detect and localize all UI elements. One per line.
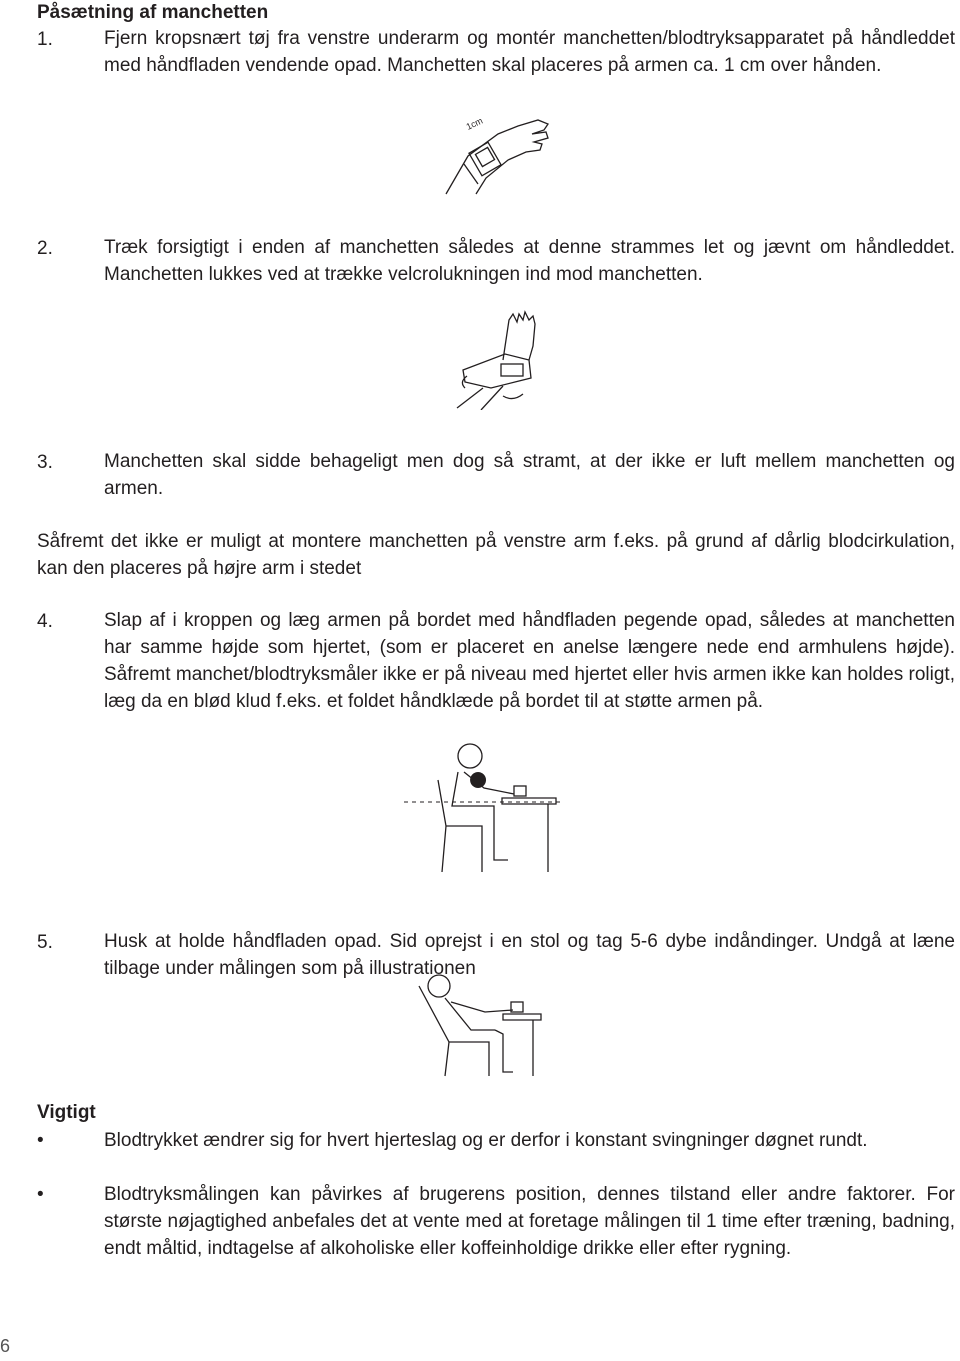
step-4-text: Slap af i kroppen og læg armen på bordet med håndfladen pegende opad, således at manchetten har samme højde som hjertet, (som er placeret en anelse længere nede end armhulens højde). Såfremt manchet/blodtryksmåler ikke er på niveau med hjertet eller hvis armen ikke kan holdes roligt, læg da en blød klud f.eks. et foldet håndklæde på bordet til at støtte armen på. bbox=[104, 610, 955, 712]
bullet-1-text: Blodtrykket ændrer sig for hvert hjerteslag og er derfor i konstant svingninger døgnet rundt. bbox=[104, 1130, 868, 1151]
step-3-number: 3. bbox=[37, 452, 53, 473]
note-text: Såfremt det ikke er muligt at montere manchetten på venstre arm f.eks. på grund af dårlig blodcirkulation, kan den placeres på højre arm i stedet bbox=[37, 531, 955, 579]
step-2-number: 2. bbox=[37, 238, 53, 259]
section-heading: Påsætning af manchetten bbox=[37, 2, 269, 23]
bullet-2-text: Blodtryksmålingen kan påvirkes af brugerens position, dennes tilstand eller andre faktorer. For største nøjagtighed anbefales det at vente med at foretage målingen til 1 time efter træning, badning, endt måltid, indtagelse af alkoholiske eller koffeinholdige drikke eller efter rygning. bbox=[104, 1184, 955, 1259]
step-1-number: 1. bbox=[37, 29, 53, 50]
page-number: 6 bbox=[0, 1336, 11, 1356]
step-1-text: Fjern kropsnært tøj fra venstre underarm og montér manchetten/blodtryksapparatet på håndleddet med håndfladen vendende opad. Manchetten skal placeres på armen ca. 1 cm over hånden. bbox=[104, 28, 955, 76]
step-2-text: Træk forsigtigt i enden af manchetten således at denne strammes let og jævnt om håndleddet. Manchetten lukkes ved at trække velcrolukningen ind mod manchetten. bbox=[104, 237, 955, 285]
figure-1cm-label: 1cm bbox=[464, 116, 485, 132]
step-5-text: Husk at holde håndfladen opad. Sid oprejst i en stol og tag 5-6 dybe indåndinger. Undgå at læne tilbage under målingen som på illustrationen bbox=[104, 931, 955, 979]
reclined-position-illustration bbox=[405, 972, 545, 1077]
step-3-text: Manchetten skal sidde behageligt men dog så stramt, at der ikke er luft mellem manchetten og armen. bbox=[104, 451, 955, 499]
seated-position-illustration bbox=[398, 740, 568, 880]
bullet-2-marker: • bbox=[37, 1184, 44, 1205]
wrist-cuff-illustration bbox=[438, 116, 558, 196]
step-4-number: 4. bbox=[37, 611, 53, 632]
cuff-wrapping-illustration bbox=[453, 310, 543, 410]
important-heading: Vigtigt bbox=[37, 1102, 96, 1123]
step-5-number: 5. bbox=[37, 932, 53, 953]
bullet-1-marker: • bbox=[37, 1130, 44, 1151]
